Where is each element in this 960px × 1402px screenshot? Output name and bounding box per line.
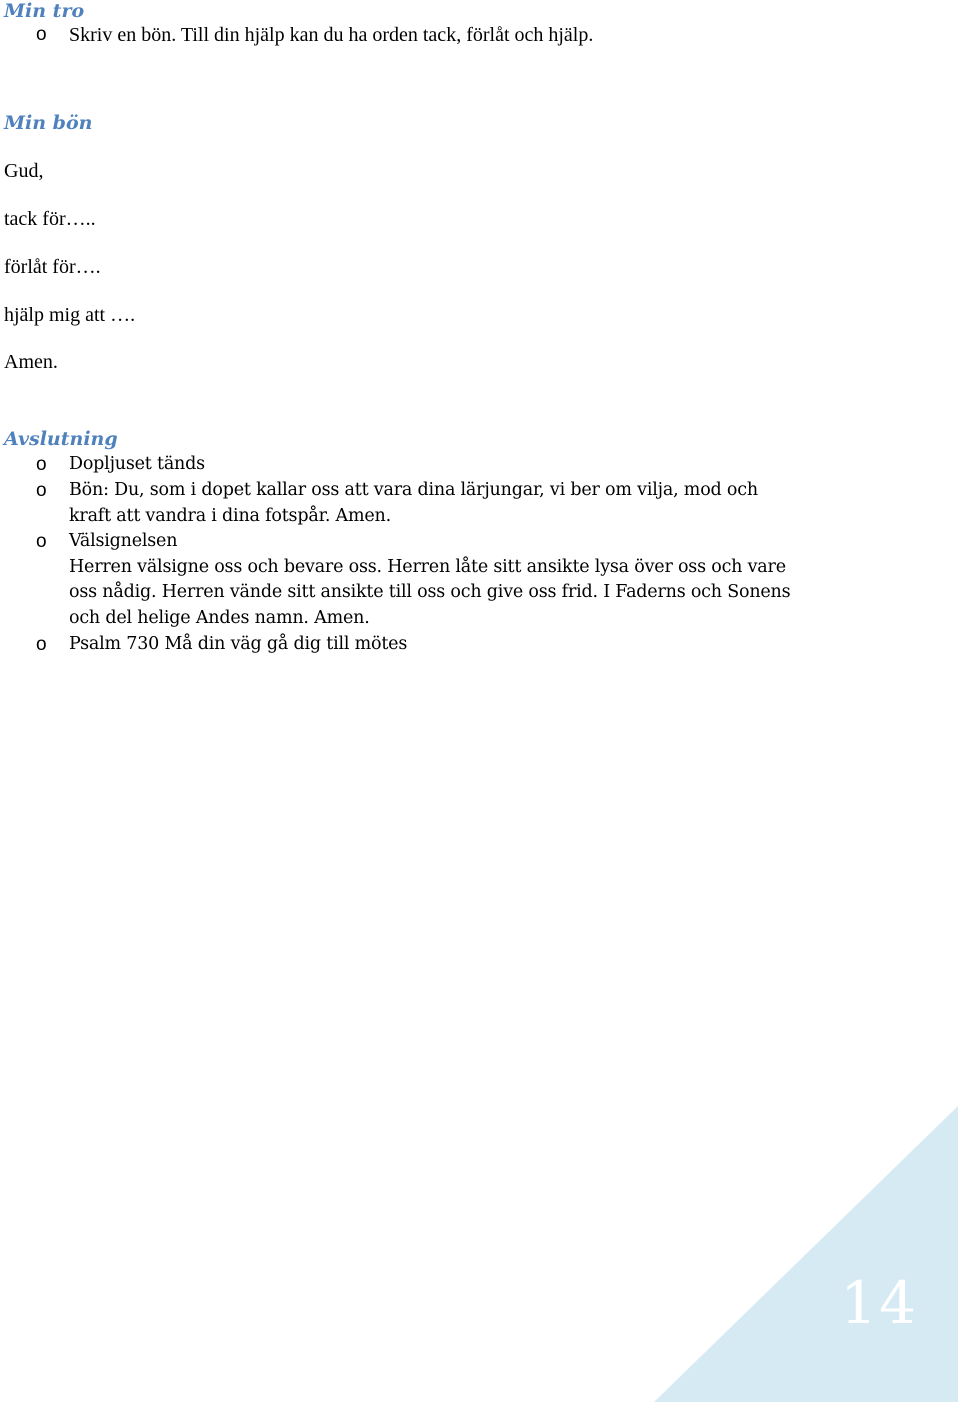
list-item-line: Bön: Du, som i dopet kallar oss att vara dina lärjungar, vi ber om vilja, mod och xyxy=(69,480,758,500)
list-item-text: Dopljuset tänds xyxy=(69,454,205,474)
prayer-line-hjalp: hjälp mig att …. xyxy=(4,304,136,326)
prayer-line-forlat: förlåt för…. xyxy=(4,256,101,278)
list-item-line: och del helige Andes namn. Amen. xyxy=(69,608,370,629)
bullet-marker: o xyxy=(36,454,47,475)
bullet-marker: o xyxy=(36,480,47,501)
prayer-line-tack: tack för….. xyxy=(4,208,96,230)
list-item-line: kraft att vandra i dina fotspår. Amen. xyxy=(69,505,391,526)
list-item-line: oss nådig. Herren vände sitt ansikte till oss och give oss frid. I Faderns och Sonens xyxy=(69,582,791,603)
heading-min-bon: Min bön xyxy=(4,112,93,134)
heading-avslutning: Avslutning xyxy=(4,428,118,450)
list-item-text: Skriv en bön. Till din hjälp kan du ha orden tack, förlåt och hjälp. xyxy=(69,24,594,46)
bullet-marker: o xyxy=(36,531,47,552)
prayer-line-gud: Gud, xyxy=(4,160,44,182)
prayer-line-amen: Amen. xyxy=(4,351,58,373)
list-item-line: Herren välsigne oss och bevare oss. Herren låte sitt ansikte lysa över oss och vare xyxy=(69,556,786,577)
heading-min-tro: Min tro xyxy=(4,0,85,22)
bullet-marker: o xyxy=(36,24,47,45)
corner-triangle xyxy=(654,1106,958,1402)
list-item-text: Psalm 730 Må din väg gå dig till mötes xyxy=(69,634,408,654)
list-item-line: Välsignelsen xyxy=(69,531,178,551)
page-number: 14 xyxy=(840,1269,918,1337)
bullet-marker: o xyxy=(36,634,47,655)
